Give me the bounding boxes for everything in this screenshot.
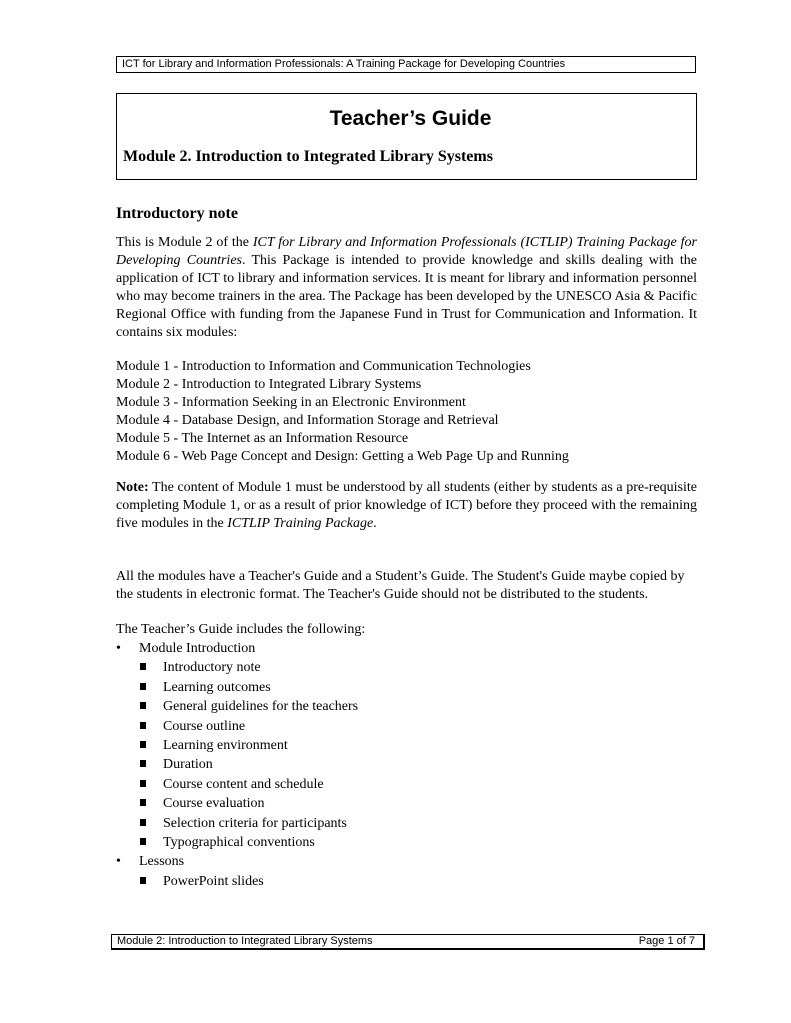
- square-bullet-icon: [140, 877, 146, 884]
- module-list-item: Module 2 - Introduction to Integrated Library Systems: [116, 377, 422, 392]
- list-item-label: Lessons: [139, 854, 185, 870]
- module-list-item: Module 4 - Database Design, and Information Storage and Retrieval: [116, 413, 499, 428]
- guide-contents-list: [116, 639, 697, 891]
- module-list-item: Module 3 - Information Seeking in an Electronic Environment: [116, 395, 466, 410]
- document-title: Teacher’s Guide: [329, 107, 492, 130]
- sublist-item-label: Course evaluation: [163, 796, 265, 812]
- square-bullet-icon: [140, 760, 146, 767]
- sublist-item-label: Course outline: [163, 718, 246, 734]
- sublist-item: [116, 814, 697, 833]
- sublist-item: [116, 872, 697, 891]
- title-block: [116, 93, 697, 180]
- sublist-item-label: PowerPoint slides: [163, 873, 264, 889]
- sublist-item-label: Learning environment: [163, 738, 288, 754]
- sublist-item-label: Learning outcomes: [163, 679, 271, 695]
- sublist-item: [116, 678, 697, 697]
- sublist-item: [116, 794, 697, 813]
- running-header: [116, 56, 696, 73]
- square-bullet-icon: [140, 722, 146, 729]
- sublist: [139, 658, 697, 852]
- module-list-item: Module 6 - Web Page Concept and Design: Getting a Web Page Up and Running: [116, 449, 569, 464]
- sublist-item: [116, 717, 697, 736]
- running-footer: [111, 934, 705, 950]
- page-number: Page 1 of 7: [638, 935, 695, 947]
- square-bullet-icon: [140, 819, 146, 826]
- includes-paragraph: The Teacher’s Guide includes the following:: [116, 622, 366, 637]
- module-list: [116, 358, 697, 466]
- bullet-icon: •: [116, 641, 121, 656]
- square-bullet-icon: [140, 741, 146, 748]
- module-list-item: Module 1 - Introduction to Information and Communication Technologies: [116, 359, 531, 374]
- sublist: [139, 872, 697, 891]
- sublist-item: [116, 755, 697, 774]
- note-text-end: .: [373, 516, 377, 531]
- note-text: The content of Module 1 must be understood by all students (either by students as a pre-requisite completing Module 1, or as a result of prior knowledge of ICT) before they proceed with the remaining five modules in the: [116, 480, 697, 531]
- list-item-module-introduction: [116, 639, 697, 852]
- sublist-item-label: Typographical conventions: [163, 835, 315, 851]
- sublist-item: [116, 775, 697, 794]
- list-item-label: Module Introduction: [139, 641, 256, 656]
- note-paragraph: [116, 479, 697, 533]
- intro-paragraph: [116, 234, 697, 342]
- sublist-item: [116, 833, 697, 852]
- section-heading-introductory-note: Introductory note: [116, 205, 238, 222]
- square-bullet-icon: [140, 799, 146, 806]
- sublist-item: [116, 697, 697, 716]
- square-bullet-icon: [140, 838, 146, 845]
- bullet-icon: •: [116, 854, 121, 870]
- sublist-item-label: Duration: [163, 757, 213, 773]
- intro-text: This is Module 2 of the: [116, 235, 253, 250]
- square-bullet-icon: [140, 702, 146, 709]
- page-body: [116, 203, 697, 891]
- module-subtitle: Module 2. Introduction to Integrated Library Systems: [123, 148, 493, 165]
- module-list-item: Module 5 - The Internet as an Information Resource: [116, 431, 409, 446]
- package-title-italic: ICT for Library and Information Professionals (ICTLIP) Training Package for Developing Countries: [116, 235, 698, 268]
- guides-paragraph: All the modules have a Teacher's Guide and a Student’s Guide. The Student's Guide maybe copied by the students in electronic format. The Teacher's Guide should not be distributed to the students.: [116, 569, 685, 602]
- sublist-item: [116, 736, 697, 755]
- intro-text-cont: . This Package is intended to provide knowledge and skills dealing with the application of ICT to library and information services. It is meant for library and information personnel who may become trainers in the area. The Package has been developed by the UNESCO Asia & Pacific Regional Office with funding from the Japanese Fund in Trust for Communication and Information. It contains six modules:: [116, 253, 697, 340]
- running-header-text: ICT for Library and Information Professionals: A Training Package for Developing Countries: [122, 58, 566, 70]
- list-item-lessons: [116, 852, 697, 891]
- note-label: Note:: [116, 480, 149, 495]
- square-bullet-icon: [140, 683, 146, 690]
- sublist-item: [116, 658, 697, 677]
- square-bullet-icon: [140, 780, 146, 787]
- footer-module-title: Module 2: Introduction to Integrated Library Systems: [117, 935, 373, 947]
- sublist-item-label: General guidelines for the teachers: [163, 699, 359, 715]
- sublist-item-label: Course content and schedule: [163, 776, 324, 792]
- sublist-item-label: Selection criteria for participants: [163, 815, 347, 831]
- sublist-item-label: Introductory note: [163, 660, 261, 676]
- note-italic: ICTLIP Training Package: [227, 516, 374, 531]
- square-bullet-icon: [140, 663, 146, 670]
